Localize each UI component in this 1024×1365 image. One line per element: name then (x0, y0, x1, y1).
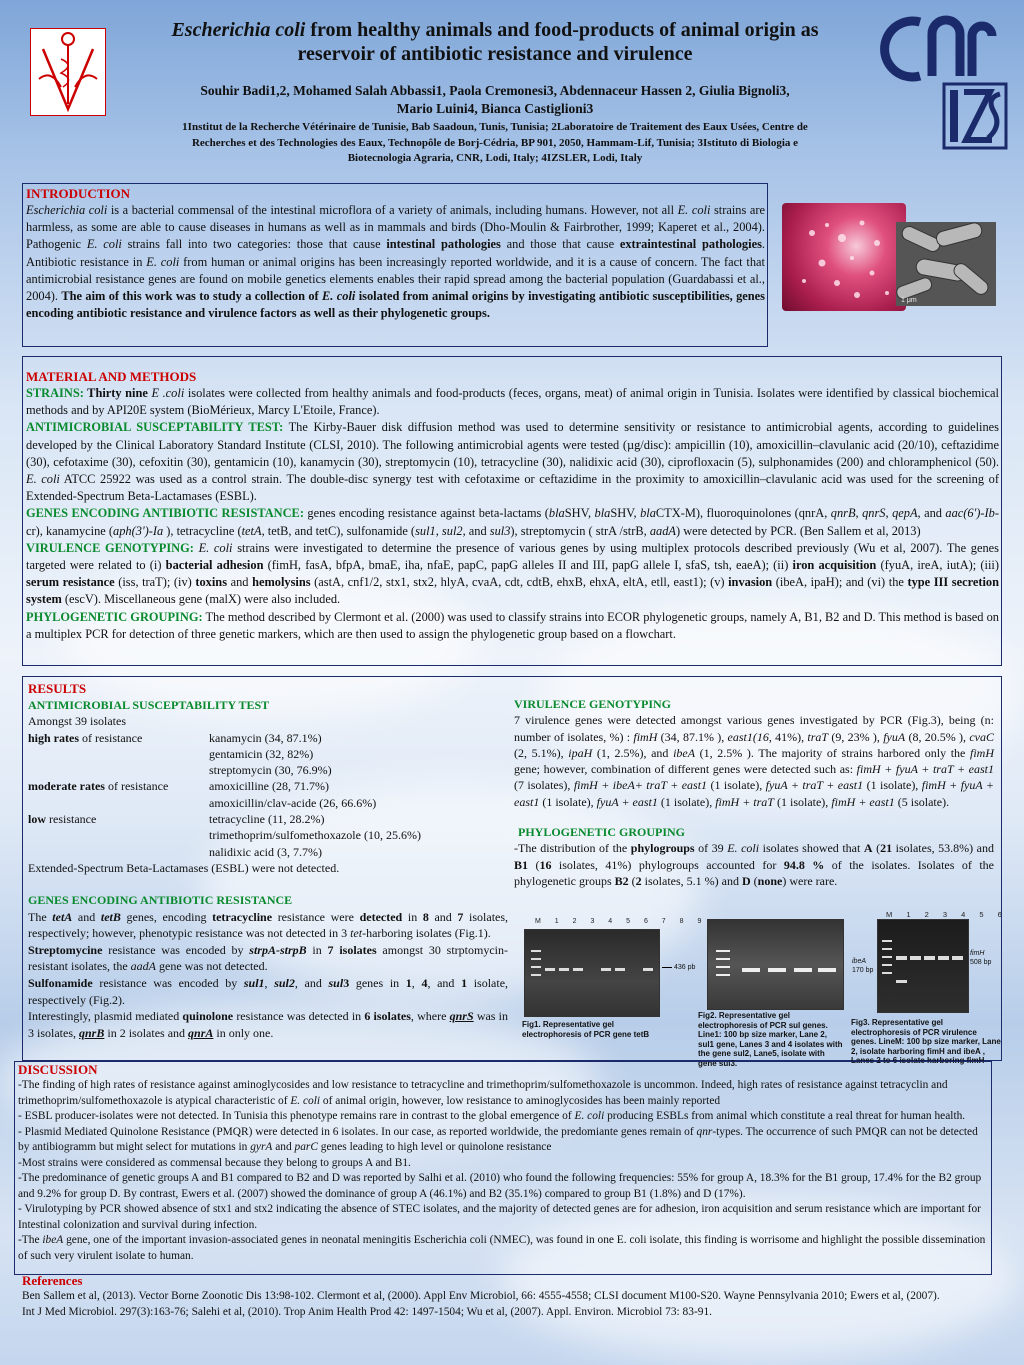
intro-p5: . Antibiotic resistance in (26, 237, 766, 269)
resistance-item: amoxicillin/clav-acide (26, 66.6%) (209, 795, 377, 810)
low-label: low (28, 812, 46, 827)
discussion-section (14, 1061, 992, 1275)
intro-p6: from human or animal origins has been increasingly reported worldwide, and it is a cause of concern. The fact that antimicrobial resistance genes are found on mobile genetics elements enables their rapid spread among the bacterial population (Guardabassi et al., 2004). (26, 254, 765, 304)
results-ast-heading: ANTIMICROBIAL SUSCEPTABILITY TEST (28, 698, 270, 712)
agar-plate-photo (782, 203, 906, 311)
gel-bands-icon (525, 930, 659, 1016)
methods-genes (26, 505, 999, 539)
genes-text: genes encoding resistance against beta-lactams (blaSHV, blaSHV, blaCTX-M), fluoroquinolones (qnrA, qnrB, qnrS, qepA, and aac(6')-Ib-cr), kanamycine (aph(3')-Ia ), tetracycline (tetA, tetB, and tetC), sulfonamide (sul1, sul2, and sul3), streptomycin ( strA /strB, aadA) were detected by PCR. (Ben Sallem et al, 2013) (26, 506, 999, 538)
discussion-paragraph: -The predominance of genetic groups A and B1 compared to B2 and D was reported by Salhi et al. (2010) who found the following frequencies: 55% for group A, 18.3% for the B1 group, 17.4% for the B2 group and 9.2% for group D. By contrast, Ewers et al. (2007) showed the dominance of group A (46.1%) and B2 (35.1%) compared to group B1 (1.8%) and D (17%). (18, 1172, 982, 1200)
fig2-caption: Fig2. Representative gel electrophoresis of PCR sul genes. Line1: 100 bp size marker, Lane 2, sul1 gene, Lanes 3 and 4 isolates with the gene sul2, Lane5, isolate with gene sul3. (698, 1011, 843, 1068)
discussion-paragraph: -The finding of high rates of resistance against aminoglycosides and low resistance to tetracycline and trimethoprim/sulfomethoxazole is uncommon. Indeed, high rates of resistance against tetracyclin and trimethoprim/sulfomethoxazole is atypical characteristic of E. coli of animal origin, however, low resistance to aminoglycosides has been mainly reported (18, 1079, 948, 1107)
fig2-gel-image (707, 919, 844, 1010)
phylo-label: PHYLOGENETIC GROUPING: (26, 609, 203, 624)
introduction-text (26, 202, 765, 322)
low-rest: resistance (46, 812, 97, 827)
affiliation-line: Recherches et des Technologies des Eaux, Technopôle de Borj-Cédria, BP 901, 2050, Hammam-Lif, Tunisia; 3Istituto di Biologia e (191, 136, 799, 149)
references-heading: References (22, 1273, 83, 1288)
resistance-item: kanamycin (34, 87.1%) (209, 730, 322, 745)
discussion-paragraph: -The ibeA gene, one of the important invasion-associated genes in neonatal meningitis Escherichia coli (NMEC), was found in one E. coli isolate, this finding is worrisome and highlight the possible dissemination of such very virulent isolate to human. (18, 1234, 986, 1262)
intro-aim-1: The aim of this work was to study a collection of (61, 289, 323, 304)
methods-section (22, 356, 1002, 666)
resistance-item: amoxicilline (28, 71.7%) (209, 779, 329, 794)
authors (115, 82, 875, 118)
moderate-label: moderate rates (28, 779, 105, 794)
intro-p4: and those that cause (500, 237, 620, 252)
authors-line2: Mario Luini4, Bianca Castiglioni3 (396, 101, 594, 116)
results-right-column (514, 696, 994, 889)
high-rates-row (28, 730, 508, 746)
fig3-ibea-label: ibeA (852, 958, 867, 965)
vet-institute-logo-icon (31, 29, 105, 115)
results-heading: RESULTS (28, 681, 87, 696)
title-line1: from healthy animals and food-products of animal origin as (305, 19, 819, 41)
ast-text-1: The Kirby-Bauer disk diffusion method was used to determine sensitivity or resistance to antimicrobial agents, according to guidelines developed by the Clinical Laboratory Standard Institute (CLSI, 2010). The following antimicrobial agents were tested (µg/disc): ampicillin (10), amoxicillin–clavulanic acid (20/10), ceftazidime (30), cefotaxime (30), cefoxitin (30), gentamicin (10), kanamycin (30), streptomycin (10), tetracycline (30), nalidixic acid (30), ciprofloxacin (5), sulphonamides (200) and chloramphenicol (50). (26, 420, 999, 469)
results-phylo-heading: PHYLOGENETIC GROUPING (518, 825, 686, 840)
intro-aim-2: isolated from animal origins by investigating antibiotic susceptibilities, genes encoding antibiotic resistance and virulence factors as well as their phylogenetic groups. (26, 289, 766, 321)
fig1-band-label: 436 pb (673, 964, 696, 971)
methods-virulence (26, 540, 999, 609)
phylo-text: The method described by Clermont et al. (2000) was used to classify strains into ECOR phylogenetic groups, namely A, B1, B2 and D. This method is based on a multiplex PCR for detection of three genetic markers, which are then used to assign the phylogenetic group based on a flowchart. (26, 609, 999, 641)
ast-label: ANTIMICROBIAL SUSCEPTABILITY TEST: (26, 420, 284, 435)
fig1-gel-image (524, 929, 660, 1017)
methods-ast (26, 419, 999, 505)
title-species: Escherichia coli (171, 19, 306, 41)
rod-bacteria-icon (896, 222, 996, 306)
intro-p2: strains are harmless, as some are able to cause diseases in humans as well as in mammals and birds (Dho-Moulin & Fairbrother, 1999; Kaperet et al., 2004). Pathogenic (26, 203, 765, 252)
results-vir-text: 7 virulence genes were detected amongst various genes investigated by PCR (Fig.3), being (n: number of isolates, %) : fimH (34, 87.1% ), east1(16, 41%), traT (9, 23% ), fyuA (8, 20.5% ), cvaC (2, 5.1%), ipaH (1, 2.5%), and ibeA (1, 2.5% ). The majority of strains harbored only the fimH gene; however, combination of different genes were detected such as: fimH + fyuA + traT + east1 (7 isolates), fimH + ibeA+ traT + east1 (1 isolate), fyuA + traT + east1 (1 isolate), fimH + fyuA + east1 (1 isolate), fyuA + east1 (1 isolate), fimH + traT (1 isolate), fimH + east1 (5 isolate). (514, 713, 994, 809)
gel-bands-icon (878, 920, 968, 1012)
discussion-heading: DISCUSSION (18, 1062, 98, 1077)
moderate-rest: of resistance (104, 779, 169, 794)
results-left-column (28, 681, 508, 1041)
resistance-item: streptomycin (30, 76.9%) (209, 763, 332, 778)
poster-title (115, 18, 875, 66)
strains-count: Thirty nine (83, 386, 152, 400)
intro-extraintestinal: extraintestinal pathologies (619, 237, 762, 252)
discussion-paragraph: - ESBL producer-isolates were not detected. In Tunisia this phenotype remains rare in contrast to the global emergence of E. coli producing ESBLs from animal which constitute a real threat for human health. (18, 1110, 966, 1122)
ast-species: E. coli (26, 472, 60, 487)
fig3-caption: Fig3. Representative gel electrophoresis of PCR virulence genes. LineM: 100 bp size marker, Lane 2, isolate harboring fimH and ibeA , Lanes 2 to 6 isolate harboring fimH (851, 1018, 1001, 1065)
affiliations (115, 120, 875, 167)
affiliation-line: 1Institut de la Recherche Vétérinaire de Tunisie, Bab Saadoun, Tunis, Tunisia; 2Laboratoire de Traitement des Eaux Usées, Centre de (182, 121, 808, 133)
discussion-paragraph: -Most strains were considered as commensal because they belong to groups A and B1. (18, 1156, 411, 1169)
references-text: Ben Sallem et al, (2013). Vector Borne Zoonotic Dis 13:98-102. Clermont et al, (2000). Appl Env Microbiol, 66: 4555-4558; CLSI document M100-S20. Wayne Pennsylvania 2010; Ewers et al, (2007). Int J Med Microbiol. 297(3):163-76; Salehi et al, (2010). Trop Anim Health Prod 42: 1497-1504; Wu et al, (2007). Appl. Environ. Microbiol 73: 83-91. (22, 1290, 940, 1318)
strains-label: STRAINS: (26, 386, 84, 400)
intro-species-2: E. coli (677, 203, 711, 217)
low-rates-row (28, 811, 508, 827)
micrograph-scale: 1 μm (901, 297, 917, 304)
genes-label: GENES ENCODING ANTIBIOTIC RESISTANCE: (26, 506, 304, 521)
intro-p1: is a bacterial commensal of the intestinal microflora of a variety of animals, including humans. However, not all (107, 203, 678, 217)
results-amongst: Amongst 39 isolates (28, 714, 126, 729)
discussion-paragraph: - Virulotyping by PCR showed absence of stx1 and stx2 indicating the absence of STEC isolates, and the majority of detected genes are for adhesion, iron acquisition and serum resistance which are important for Intestinal colonization and survival during infection. (18, 1203, 981, 1231)
high-label: high rates (28, 730, 79, 745)
affiliation-line: Biotecnologia Agraria, CNR, Lodi, Italy; 4IZSLER, Lodi, Italy (347, 152, 643, 164)
moderate-rates-row (28, 778, 508, 794)
fig1-band-size (662, 964, 695, 971)
cnr-logo (880, 14, 998, 84)
results-vir-heading: VIRULENCE GENOTYPING (514, 697, 672, 711)
intro-intestinal: intestinal pathologies (386, 237, 501, 252)
fig3-fimh-marker (970, 949, 991, 967)
discussion-paragraph: - Plasmid Mediated Quinolone Resistance (PMQR) were detected in 6 isolates. In our case, as reported worldwide, the predomiante genes remain of qnr-types. The occurrence of such PMQR can not be detected by antibiogramm but might select for mutations in gyrA and parC genes leading to high level or quinolone resistance (18, 1125, 978, 1153)
methods-phylo (26, 609, 999, 643)
em-micrograph-photo (896, 222, 996, 306)
intro-species-4: E. coli (146, 254, 180, 269)
fig3-fimh-label: fimH (970, 950, 985, 957)
strains-text: isolates were collected from healthy animals and food-products (feces, organs, meat) of animal origin in Tunisia. Isolates were identified by classical biochemical methods and by API20E system (BioMérieux, Marcy L'Etoile, France). (26, 386, 999, 418)
izs-logo (942, 82, 1008, 150)
intro-p3: strains fall into two categories: those that cause (121, 237, 387, 252)
fig3-fimh-size: 508 bp (970, 959, 992, 966)
methods-heading: MATERIAL AND METHODS (26, 369, 197, 384)
results-genes-heading: GENES ENCODING ANTIBIOTIC RESISTANCE (28, 893, 293, 908)
fig3-lane-labels: M 1 2 3 4 5 6 (886, 910, 1008, 919)
fig3-ibea-marker (852, 957, 873, 975)
vir-label: VIRULENCE GENOTYPING: (26, 540, 194, 555)
intro-species-3: E. coli (86, 237, 122, 252)
gel-bands-icon (708, 920, 843, 1009)
cnr-logo-icon (880, 14, 998, 84)
izs-logo-icon (942, 82, 1008, 150)
resistance-item: nalidixic acid (3, 7.7%) (209, 844, 322, 859)
esbl-note: Extended-Spectrum Beta-Lactamases (ESBL) were not detected. (28, 860, 340, 875)
fig1-caption: Fig1. Representative gel electrophoresis of PCR gene tetB (522, 1020, 650, 1039)
methods-strains (26, 385, 999, 419)
strains-species: E .coli (151, 386, 185, 400)
references-section (22, 1273, 942, 1320)
fig3-ibea-size: 170 bp (852, 967, 874, 974)
title-line2: reservoir of antibiotic resistance and virulence (297, 43, 693, 65)
fig1-lane-labels: M 1 2 3 4 5 6 7 8 9 (535, 918, 708, 925)
fig3-gel-image (877, 919, 969, 1013)
vir-text: E. coli strains were investigated to determine the presence of various genes by using multiplex protocols described previously (Wu et al, 2007). The genes targeted were related to (i) bacterial adhesion (fimH, fasA, bfpA, bmaE, iha, nfaE, papC, papG alleles II and III, papG allele I, sfaS, tsh, eaeA); (ii) iron acquisition (fyuA, ireA, iutA); (iii) serum resistance (iss, traT); (iv) toxins and hemolysins (astA, cnf1/2, stx1, stx2, hlyA, cvaA, cdt, cdtB, ehxB, ehxA, eltA, etll, east1); (v) invasion (ibeA, ipaH); and (vi) the type III secretion system (escV). Miscellaneous gene (malX) were also included. (26, 540, 1000, 607)
colonies-icon (782, 203, 906, 311)
left-logo (30, 28, 106, 116)
resistance-item: trimethoprim/sulfomethoxazole (10, 25.6%) (209, 828, 421, 843)
results-genes-text: The tetA and tetB genes, encoding tetracycline resistance were detected in 8 and 7 isolates, respectively; however, phenotypic resistance was not detected in 3 tet-harboring isolates (Fig.1). Streptomycine resistance was encoded by strpA-strpB in 7 isolates amongst 30 strptomycin-resistant isolates, the aadA gene was not detected. Sulfonamide resistance was encoded by sul1, sul2, and sul3 genes in 1, 4, and 1 isolate, respectively (Fig.2). Interestingly, plasmid mediated quinolone resistance was detected in 6 isolates, where qnrS was in 3 isolates, qnrB in 2 isolates and qnrA in only one. (28, 909, 509, 1040)
intro-aim-species: E. coli (322, 289, 356, 304)
intro-species: Escherichia coli (26, 203, 108, 217)
resistance-item: gentamicin (32, 82%) (209, 746, 314, 761)
high-rest: of resistance (79, 730, 143, 745)
introduction-heading: INTRODUCTION (26, 186, 131, 201)
authors-line1: Souhir Badi1,2, Mohamed Salah Abbassi1, Paola Cremonesi3, Abdennaceur Hassen 2, Giulia Bignoli3, (200, 83, 790, 98)
ast-text-2: ATCC 25922 was used as a control strain. The double-disc synergy test with cefotaxime or ceftazidime in the proximity to amoxicillin–clavulanic acid was used for the screening of Extended-Spectrum Beta-Lactamases (ESBL). (26, 472, 999, 504)
resistance-item: tetracycline (11, 28.2%) (209, 812, 325, 827)
results-phylo-text: -The distribution of the phylogroups of 39 E. coli isolates showed that A (21 isolates, 53.8%) and B1 (16 isolates, 41%) phylogroups accounted for 94.8 % of the isolates. Isolates of the phylogenetic groups B2 (2 isolates, 5.1 %) and D (none) were rare. (514, 841, 994, 888)
introduction-section (22, 183, 768, 347)
